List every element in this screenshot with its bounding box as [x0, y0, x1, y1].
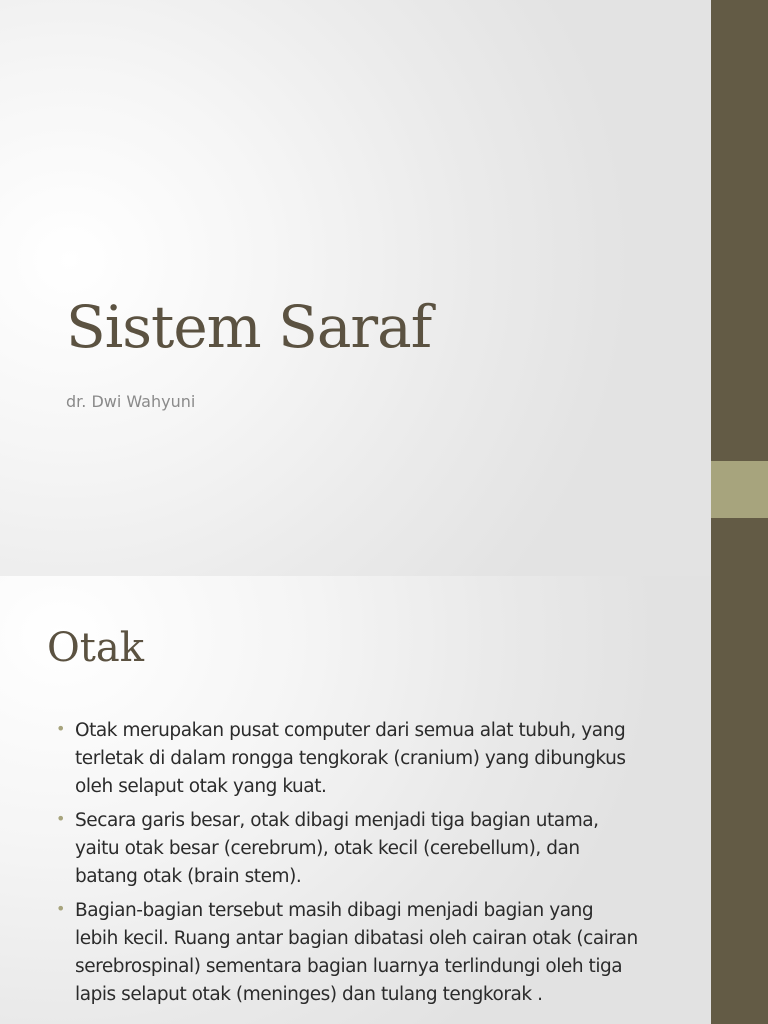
slide-subtitle: dr. Dwi Wahyuni — [66, 392, 196, 411]
bullet-item — [56, 807, 686, 891]
bullet-text-line: terletak di dalam rongga tengkorak (cranium) yang dibungkus — [75, 748, 626, 769]
bullet-text-line: lapis selaput otak (meninges) dan tulang tengkorak . — [75, 984, 543, 1005]
bullet-text-line: Otak merupakan pusat computer dari semua alat tubuh, yang — [75, 720, 626, 741]
bullet-text-line: yaitu otak besar (cerebrum), otak kecil (cerebellum), dan — [75, 838, 580, 859]
side-accent-block — [711, 461, 768, 518]
bullet-text-line: Secara garis besar, otak dibagi menjadi tiga bagian utama, — [75, 810, 599, 831]
side-bar — [711, 576, 768, 1024]
bullet-item — [56, 897, 686, 1009]
bullet-dot-icon: • — [56, 899, 65, 918]
bullet-text-line: oleh selaput otak yang kuat. — [75, 776, 327, 797]
bullet-item — [56, 717, 686, 801]
bullet-dot-icon: • — [56, 809, 65, 828]
slide-title: Sistem Saraf — [66, 293, 432, 361]
bullet-text-line: lebih kecil. Ruang antar bagian dibatasi oleh cairan otak (cairan — [75, 928, 638, 949]
bullet-list — [56, 717, 686, 1015]
content-slide — [0, 576, 768, 1024]
bullet-dot-icon: • — [56, 719, 65, 738]
bullet-text-line: serebrospinal) sementara bagian luarnya terlindungi oleh tiga — [75, 956, 623, 977]
bullet-text-line: batang otak (brain stem). — [75, 866, 302, 887]
slide-heading: Otak — [47, 625, 144, 671]
bullet-text-line: Bagian-bagian tersebut masih dibagi menjadi bagian yang — [75, 900, 594, 921]
